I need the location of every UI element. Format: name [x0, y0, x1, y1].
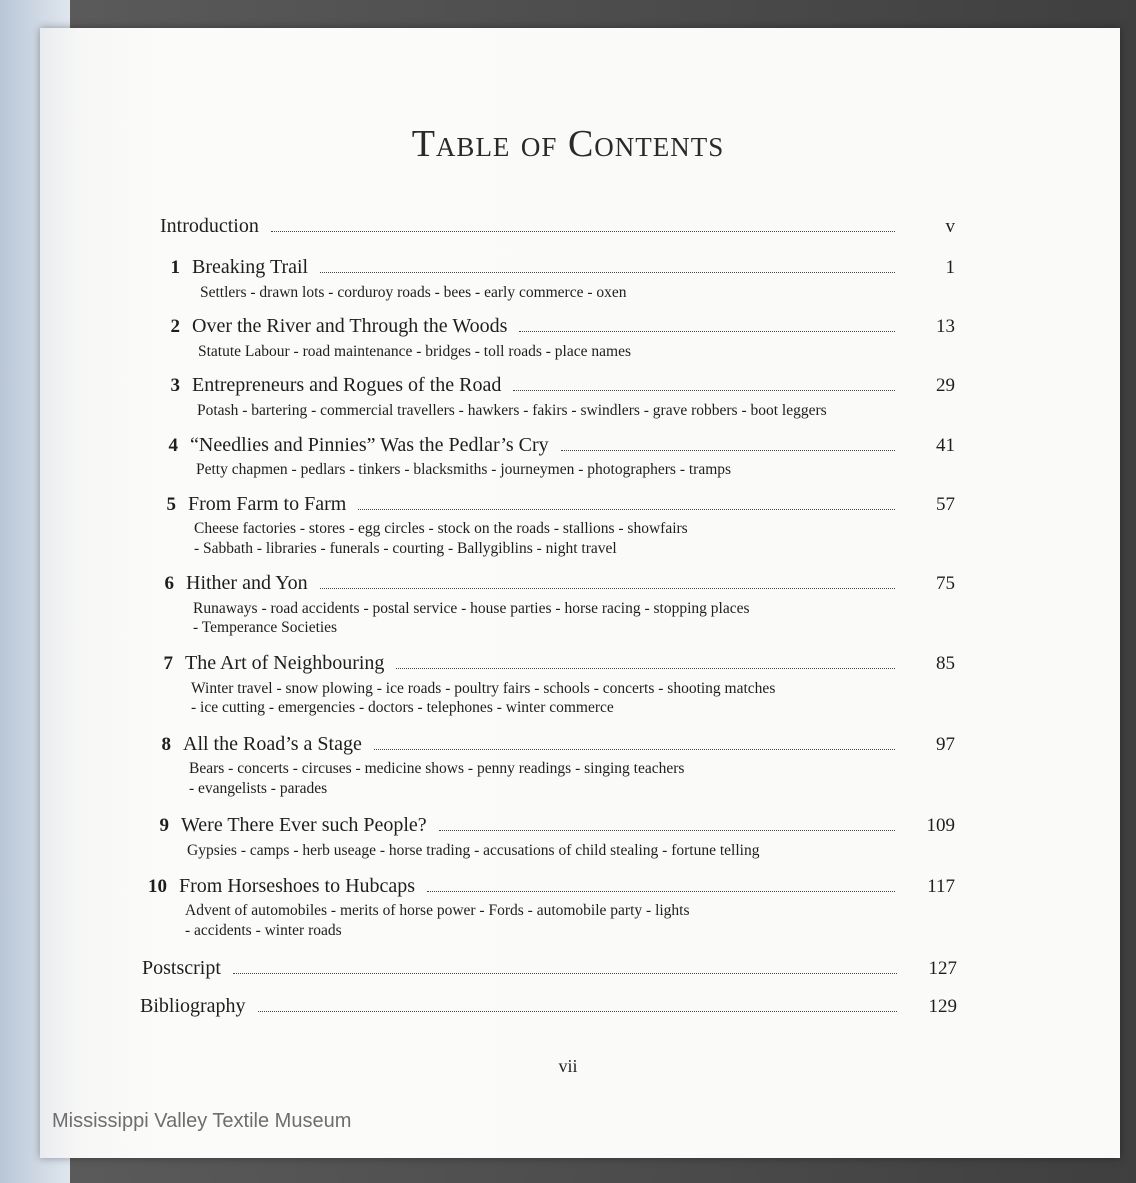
entry-title: Introduction [160, 215, 259, 237]
watermark-text: Mississippi Valley Textile Museum [52, 1110, 352, 1132]
chapter-topics: Settlers - drawn lots - corduroy roads - bees - early commerce - oxen [200, 284, 627, 301]
toc-entry-chapter [147, 652, 955, 675]
toc-entry-chapter [150, 493, 955, 516]
entry-page: 85 [936, 653, 955, 674]
chapter-topics: - Temperance Societies [193, 619, 338, 636]
toc-entry-chapter [154, 374, 955, 397]
entry-page: 13 [936, 316, 955, 337]
page-title: Table of Contents [411, 123, 725, 165]
dot-leader [271, 230, 895, 232]
chapter-topics: - evangelists - parades [189, 780, 328, 797]
chapter-number: 5 [166, 494, 176, 515]
chapter-topics: Bears - concerts - circuses - medicine shows - penny readings - singing teachers [189, 760, 685, 777]
dot-leader [561, 449, 895, 451]
entry-page: 29 [936, 375, 955, 396]
dot-leader [320, 271, 895, 273]
entry-page: 75 [936, 573, 955, 594]
dot-leader [519, 330, 895, 332]
toc-entry-chapter [148, 572, 955, 595]
chapter-number: 10 [148, 876, 167, 897]
entry-page: v [945, 216, 955, 237]
chapter-number: 7 [163, 653, 173, 674]
toc-entry-chapter [141, 875, 955, 898]
entry-title: From Farm to Farm [188, 493, 347, 515]
chapter-number: 9 [159, 815, 169, 836]
chapter-number: 8 [161, 734, 171, 755]
entry-page: 109 [926, 815, 955, 836]
entry-page: 57 [936, 494, 955, 515]
toc-entry-introduction [160, 215, 955, 238]
chapter-topics: Statute Labour - road maintenance - bridges - toll roads - place names [198, 343, 631, 360]
toc-entry-chapter [143, 814, 955, 837]
entry-title: Over the River and Through the Woods [192, 315, 508, 337]
entry-page: 97 [936, 734, 955, 755]
chapter-topics: - Sabbath - libraries - funerals - courting - Ballygiblins - night travel [194, 540, 617, 557]
toc-entry-postscript [142, 957, 957, 980]
entry-title: Hither and Yon [186, 572, 308, 594]
entry-page: 127 [928, 958, 957, 979]
entry-page: 41 [936, 435, 955, 456]
chapter-topics: Cheese factories - stores - egg circles - stock on the roads - stallions - showfairs [194, 520, 688, 537]
chapter-topics: Petty chapmen - pedlars - tinkers - blacksmiths - journeymen - photographers - tramps [196, 461, 732, 478]
chapter-topics: - ice cutting - emergencies - doctors - telephones - winter commerce [191, 699, 614, 716]
dot-leader [396, 667, 895, 669]
chapter-number: 4 [168, 435, 178, 456]
entry-page: 117 [927, 876, 955, 897]
chapter-number: 3 [170, 375, 180, 396]
entry-title: Postscript [142, 957, 221, 979]
page-number: vii [558, 1056, 578, 1076]
toc-entry-chapter [154, 315, 955, 338]
dot-leader [233, 972, 897, 974]
entry-page: 129 [928, 996, 957, 1017]
chapter-topics: Winter travel - snow plowing - ice roads - poultry fairs - schools - concerts - shooting matches [191, 680, 776, 697]
toc-entry-chapter [152, 434, 955, 457]
entry-title: Bibliography [140, 995, 246, 1017]
chapter-topics: Potash - bartering - commercial travellers - hawkers - fakirs - swindlers - grave robbers - boot leggers [197, 402, 827, 419]
entry-title: The Art of Neighbouring [185, 652, 385, 674]
entry-page: 1 [945, 257, 955, 278]
dot-leader [320, 587, 895, 589]
toc-entry-chapter [154, 256, 955, 279]
chapter-topics: Gypsies - camps - herb useage - horse trading - accusations of child stealing - fortune telling [187, 842, 760, 859]
entry-title: From Horseshoes to Hubcaps [179, 875, 416, 897]
dot-leader [258, 1010, 897, 1012]
dot-leader [513, 389, 895, 391]
chapter-number: 1 [170, 257, 180, 278]
chapter-topics: - accidents - winter roads [185, 922, 342, 939]
chapter-topics: Advent of automobiles - merits of horse power - Fords - automobile party - lights [185, 902, 690, 919]
dot-leader [427, 890, 895, 892]
entry-title: Breaking Trail [192, 256, 309, 278]
entry-title: Entrepreneurs and Rogues of the Road [192, 374, 502, 396]
chapter-topics: Runaways - road accidents - postal service - house parties - horse racing - stopping places [193, 600, 750, 617]
dot-leader [358, 508, 895, 510]
entry-title: Were There Ever such People? [181, 814, 427, 836]
toc-entry-chapter [145, 733, 955, 756]
dot-leader [374, 748, 895, 750]
chapter-number: 2 [170, 316, 180, 337]
toc-entry-bibliography [140, 995, 957, 1018]
chapter-number: 6 [164, 573, 174, 594]
entry-title: All the Road’s a Stage [183, 733, 362, 755]
entry-title: “Needlies and Pinnies” Was the Pedlar’s Cry [190, 434, 549, 456]
dot-leader [439, 829, 895, 831]
